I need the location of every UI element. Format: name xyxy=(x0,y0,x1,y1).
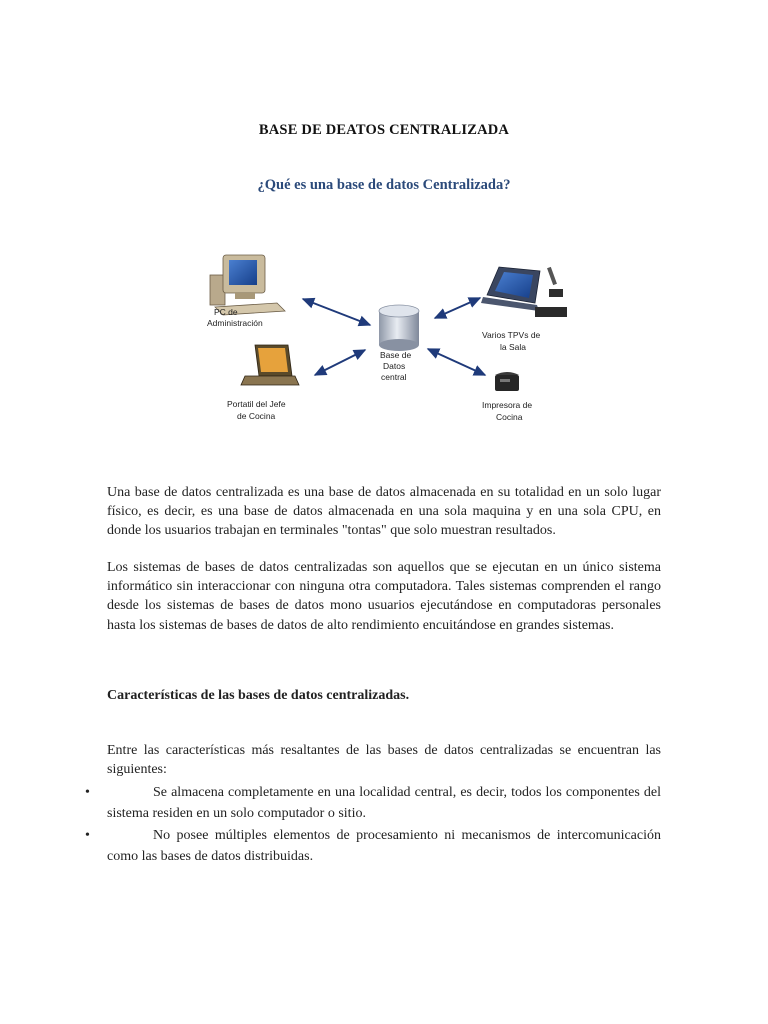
list-item xyxy=(85,825,661,867)
tpv-label-line-2: la Sala xyxy=(500,342,526,352)
database-cylinder-icon xyxy=(379,305,419,351)
page-title: BASE DE DEATOS CENTRALIZADA xyxy=(258,122,510,138)
section-question-heading: ¿Qué es una base de datos Centralizada? xyxy=(257,177,511,193)
laptop-icon xyxy=(241,345,299,385)
paragraph-systems: Los sistemas de bases de datos centralizadas son aquellos que se ejecutan en un único sistema informático sin interaccionar con ninguna otra computadora. Tales sistemas comprenden el rango desde los sistemas de bases de datos mono usuarios ejecutándose en computadoras personales hasta los sistemas de bases de datos de alto rendimiento encuitándose en grandes sistemas. xyxy=(107,560,661,633)
tpv-label-line-1: Varios TPVs de xyxy=(482,330,541,340)
arrow-pc-db xyxy=(303,299,370,325)
arrow-tpv-db xyxy=(435,298,480,318)
pc-icon xyxy=(210,255,285,315)
printer-label-line-2: Cocina xyxy=(496,412,523,422)
list-item xyxy=(85,782,661,824)
paragraph-characteristics-intro: Entre las características más resaltantes de las bases de datos centralizadas se encuentran las siguientes: xyxy=(107,743,661,778)
db-label-line-1: Base de xyxy=(380,350,412,360)
arrow-printer-db xyxy=(428,349,485,375)
bullet-icon: • xyxy=(85,785,90,800)
pc-label-line-2: Administración xyxy=(207,318,263,328)
db-label-line-3: central xyxy=(381,372,407,382)
arrow-laptop-db xyxy=(315,350,365,375)
pc-label-line-1: PC de xyxy=(214,307,238,317)
list-item-text: Se almacena completamente en una localidad central, es decir, todos los componentes del sistema residen en un solo computador o sitio. xyxy=(107,785,661,821)
paragraph-definition: Una base de datos centralizada es una base de datos almacenada en su totalidad en un solo lugar físico, es decir, es una base de datos almacenada en una sola maquina y en una sola CPU, en donde los usuarios trabajan en terminales "tontas" que solo muestran resultados. xyxy=(107,485,661,539)
printer-icon xyxy=(495,372,519,391)
centralized-database-diagram xyxy=(195,245,580,440)
list-item-text: No posee múltiples elementos de procesamiento ni mecanismos de intercomunicación como las bases de datos distribuidas. xyxy=(107,828,661,864)
laptop-label-line-2: de Cocina xyxy=(237,411,276,421)
db-label-line-2: Datos xyxy=(383,361,406,371)
characteristics-heading: Características de las bases de datos centralizadas. xyxy=(107,688,410,703)
laptop-label-line-1: Portatil del Jefe xyxy=(227,399,286,409)
pos-terminal-icon xyxy=(481,267,567,317)
bullet-icon: • xyxy=(85,828,90,843)
printer-label-line-1: Impresora de xyxy=(482,400,533,410)
